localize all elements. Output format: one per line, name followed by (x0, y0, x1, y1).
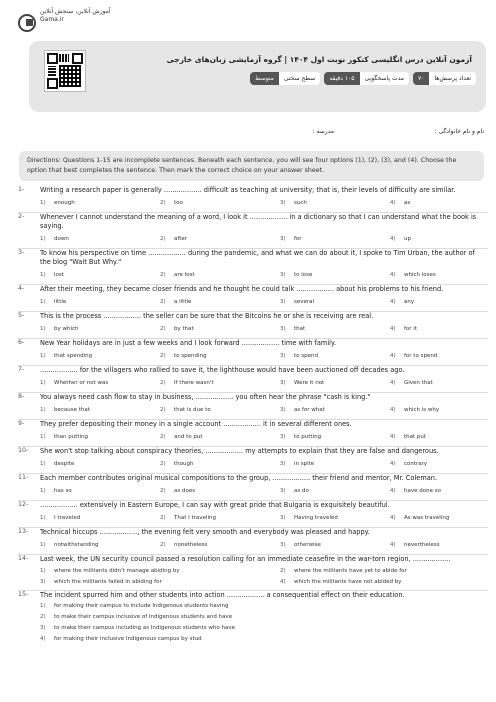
option-text: and to put (174, 434, 203, 440)
option-text: As was traveling (404, 515, 450, 521)
option-text: to spending (174, 353, 207, 359)
option-1[interactable]: 1) for making their campus to include Indigenous students having (40, 603, 229, 609)
question-number: 6- (18, 339, 25, 346)
option-4[interactable]: 4) for making their inclusive Indigenous campus by stud (40, 636, 202, 642)
option-3[interactable]: 3) otherwise (280, 542, 321, 548)
option-text: enough (54, 200, 75, 206)
option-text: Having traveled (294, 515, 338, 521)
option-3[interactable]: 3) which the militants failed in abiding for (40, 579, 162, 585)
question-number: 7- (18, 366, 25, 373)
question-11 (18, 474, 488, 501)
question-number: 15- (18, 591, 29, 598)
option-2[interactable]: 2) that is due to (160, 407, 211, 413)
pill-label: سطح سختی (279, 72, 320, 85)
brand-text (40, 8, 111, 24)
question-1 (18, 186, 488, 213)
option-4[interactable]: 4) for to spend (390, 353, 438, 359)
option-2[interactable]: 2) are lost (160, 272, 195, 278)
option-4[interactable]: 4) as (390, 200, 411, 206)
brand-slogan: آموزش آنلاین، سنجش آنلاین (40, 8, 111, 15)
option-3[interactable]: 3) to spend (280, 353, 318, 359)
question-2 (18, 213, 488, 249)
option-2[interactable]: 2) though (160, 461, 194, 467)
question-text: You always need cash flow to stay in business, .................. you often hear the phrase "cash is king." (40, 393, 371, 401)
question-text: This is the process .................. the seller can be sure that the Bitcoins he or she is receiving are real. (40, 312, 374, 320)
option-text: as do (294, 488, 309, 494)
question-number: 5- (18, 312, 25, 319)
question-10 (18, 447, 488, 474)
option-1[interactable]: 1) down (40, 236, 69, 242)
option-1[interactable]: 1) has so (40, 488, 72, 494)
option-text: by that (174, 326, 194, 332)
option-3[interactable]: 3) for (280, 236, 302, 242)
option-1[interactable]: 1) despite (40, 461, 75, 467)
question-text: They prefer depositing their money in a single account .................. it in several different ones. (40, 420, 352, 428)
option-1[interactable]: 1) lost (40, 272, 64, 278)
option-text: for to spend (404, 353, 438, 359)
question-number: 2- (18, 213, 25, 220)
option-text: for (294, 236, 302, 242)
option-text: any (404, 299, 415, 305)
pill-value: ۷۰ (413, 72, 429, 85)
option-text: If there wasn't (174, 380, 214, 386)
pill-question-count (413, 72, 476, 85)
question-text: Last week, the UN security council passed a resolution calling for an immediate ceasefire in the war-torn region, .................. (40, 555, 451, 563)
pill-difficulty (250, 72, 320, 85)
question-4 (18, 285, 488, 312)
option-text: to make their campus including as Indigenous students who have (54, 625, 235, 631)
option-text: though (174, 461, 194, 467)
option-text: lost (54, 272, 64, 278)
questions-list (18, 186, 488, 649)
question-15 (18, 591, 488, 649)
option-3[interactable]: 3) as for what (280, 407, 325, 413)
option-text: because that (54, 407, 90, 413)
pill-label: مدت پاسخگویی (360, 72, 409, 85)
option-3[interactable]: 3) to lose (280, 272, 313, 278)
question-number: 14- (18, 555, 29, 562)
exam-info-pills (250, 72, 476, 85)
option-4[interactable]: 4) which the militants have not abided by (280, 579, 402, 585)
brand-site: Gama.ir (40, 16, 64, 23)
question-text: New Year holidays are in just a few weeks and I look forward .................. time with family. (40, 339, 337, 347)
question-number: 11- (18, 474, 29, 481)
option-text: in spite (294, 461, 315, 467)
option-3[interactable]: 3) such (280, 200, 307, 206)
option-4[interactable]: 4) Given that (390, 380, 433, 386)
question-text: Whenever I cannot understand the meaning of a word, I look it .................. in a dictionary so that I can understand what the book is saying. (40, 213, 477, 230)
option-3[interactable]: 3) Were it not (280, 380, 325, 386)
pill-duration (324, 72, 409, 85)
option-text: Were it not (294, 380, 325, 386)
option-text: to lose (294, 272, 313, 278)
option-text: that put (404, 434, 427, 440)
option-text: nevertheless (404, 542, 440, 548)
option-4[interactable]: 4) for it (390, 326, 417, 332)
option-2[interactable]: 2) a little (160, 299, 192, 305)
option-3[interactable]: 3) as do (280, 488, 309, 494)
pill-label: تعداد پرسش‌ها (429, 72, 476, 85)
option-4[interactable]: 4) contrary (390, 461, 428, 467)
option-text: several (294, 299, 315, 305)
option-3[interactable]: 3) Having traveled (280, 515, 338, 521)
option-text: to putting (294, 434, 322, 440)
question-number: 4- (18, 285, 25, 292)
option-text: nonetheless (174, 542, 208, 548)
option-4[interactable]: 4) have done so (390, 488, 441, 494)
option-text: I traveled (54, 515, 81, 521)
option-text: for it (404, 326, 417, 332)
option-1[interactable]: 1) than putting (40, 434, 89, 440)
option-text: after (174, 236, 188, 242)
question-text: .................. extensively in Eastern Europe, I can say with great pride that Bulgaria is exquisitely beautiful. (40, 501, 390, 509)
option-4[interactable]: 4) which is why (390, 407, 440, 413)
option-text: such (294, 200, 307, 206)
option-2[interactable]: 2) nonetheless (160, 542, 208, 548)
question-number: 10- (18, 447, 29, 454)
option-text: for making their campus to include Indigenous students having (54, 603, 229, 609)
option-text: down (54, 236, 69, 242)
brand (18, 8, 111, 32)
directions-box: Directions: Questions 1-15 are incomplete sentences. Beneath each sentence, you will see four options (1), (2), (3), and (4). Choose the option that best completes the sentence. Then mark the correct choice on your answer sheet. (19, 151, 484, 181)
option-text: which the militants have not abided by (294, 579, 402, 585)
question-text: The incident spurred him and other students into action .................. a consequential effect on their education. (40, 591, 405, 599)
school-label: مدرسه : (312, 128, 334, 135)
question-number: 12- (18, 501, 29, 508)
question-text: She won't stop talking about conspiracy theories, .................. my attempts to explain that they are false and dangerous. (40, 447, 439, 455)
option-text: up (404, 236, 411, 242)
question-number: 13- (18, 528, 29, 535)
option-2[interactable]: 2) to spending (160, 353, 207, 359)
question-text: .................. for the villagers who rallied to save it, the lighthouse would have been auctioned off decades ago. (40, 366, 405, 374)
option-1[interactable]: 1) little (40, 299, 67, 305)
gama-logo-icon (18, 14, 36, 32)
option-2[interactable]: 2) as does (160, 488, 196, 494)
option-2[interactable]: 2) after (160, 236, 188, 242)
option-4[interactable]: 4) nevertheless (390, 542, 440, 548)
question-7 (18, 366, 488, 393)
option-4[interactable]: 4) As was traveling (390, 515, 450, 521)
option-2[interactable]: 2) and to put (160, 434, 203, 440)
option-text: to make their campus inclusive of Indigenous students and have (54, 614, 233, 620)
question-12 (18, 501, 488, 528)
option-text: have done so (404, 488, 441, 494)
option-text: by which (54, 326, 79, 332)
qr-code-icon (44, 50, 86, 92)
option-1[interactable]: 1) notwithstanding (40, 542, 99, 548)
option-text: contrary (404, 461, 428, 467)
option-text: too (174, 200, 183, 206)
question-text: Technical hiccups .................., the evening felt very smooth and everybody was pleased and happy. (40, 528, 370, 536)
question-text: Each member contributes original musical compositions to the group, .................. their friend and mentor, Mr. Coleman. (40, 474, 438, 482)
option-text: as does (174, 488, 196, 494)
option-text: for making their inclusive Indigenous campus by stud (54, 636, 202, 642)
option-2[interactable]: 2) by that (160, 326, 194, 332)
option-text: that is due to (174, 407, 211, 413)
option-1[interactable]: 1) I traveled (40, 515, 81, 521)
option-3[interactable]: 3) to putting (280, 434, 322, 440)
question-13 (18, 528, 488, 555)
option-text: than putting (54, 434, 89, 440)
option-text: that (294, 326, 306, 332)
option-1[interactable]: 1) Whether or not was (40, 380, 109, 386)
question-text: To know his perspective on time .................. during the pandemic, and what we can do about it, I spoke to Tim Urban, the author of the blog "Wait But Why." (40, 249, 475, 266)
option-text: little (54, 299, 67, 305)
option-3[interactable]: 3) to make their campus including as Indigenous students who have (40, 625, 235, 631)
option-text: which the militants failed in abiding for (54, 579, 162, 585)
question-6 (18, 339, 488, 366)
question-text: After their meeting, they became closer friends and he thought he could talk .................. about his problems to his friend. (40, 285, 444, 293)
option-2[interactable]: 2) to make their campus inclusive of Indigenous students and have (40, 614, 233, 620)
pill-value: متوسط (250, 72, 279, 85)
option-1[interactable]: 1) because that (40, 407, 90, 413)
pill-value: ۱۰۵ دقیقه (324, 72, 359, 85)
option-text: are lost (174, 272, 195, 278)
option-text: where the militants have yet to abide for (294, 568, 407, 574)
option-3[interactable]: 3) that (280, 326, 306, 332)
option-text: Given that (404, 380, 433, 386)
question-number: 1- (18, 186, 25, 193)
option-text: that spending (54, 353, 93, 359)
option-4[interactable]: 4) up (390, 236, 411, 242)
option-1[interactable]: 1) that spending (40, 353, 93, 359)
option-4[interactable]: 4) that put (390, 434, 427, 440)
option-text: despite (54, 461, 75, 467)
option-text: has so (54, 488, 72, 494)
option-text: which loses (404, 272, 436, 278)
option-2[interactable]: 2) That I traveling (160, 515, 216, 521)
question-number: 8- (18, 393, 25, 400)
option-text: where the militants didn't manage abiding by (54, 568, 180, 574)
question-text: Writing a research paper is generally .................. difficult as teaching at university; that is, their levels of difficulty are similar. (40, 186, 456, 194)
question-3 (18, 249, 488, 285)
exam-header (29, 41, 486, 112)
option-text: which is why (404, 407, 440, 413)
question-5 (18, 312, 488, 339)
question-number: 3- (18, 249, 25, 256)
option-2[interactable]: 2) too (160, 200, 183, 206)
option-2[interactable]: 2) If there wasn't (160, 380, 214, 386)
option-text: as (404, 200, 411, 206)
option-1[interactable]: 1) enough (40, 200, 75, 206)
option-1[interactable]: 1) where the militants didn't manage abiding by (40, 568, 180, 574)
question-8 (18, 393, 488, 420)
option-4[interactable]: 4) which loses (390, 272, 436, 278)
question-14 (18, 555, 488, 591)
question-9 (18, 420, 488, 447)
option-text: notwithstanding (54, 542, 99, 548)
option-4[interactable]: 4) any (390, 299, 415, 305)
option-text: otherwise (294, 542, 321, 548)
option-3[interactable]: 3) several (280, 299, 315, 305)
option-3[interactable]: 3) in spite (280, 461, 315, 467)
exam-title: آزمون آنلاین درس انگلیسی کنکور نوبت اول ۱۴۰۴ | گروه آزمایشی زبان‌های خارجی (166, 55, 472, 64)
option-text: Whether or not was (54, 380, 109, 386)
option-text: a little (174, 299, 192, 305)
option-1[interactable]: 1) by which (40, 326, 79, 332)
option-2[interactable]: 2) where the militants have yet to abide for (280, 568, 407, 574)
option-text: to spend (294, 353, 318, 359)
student-name-label: نام و نام خانوادگی : (434, 128, 484, 135)
option-text: That I traveling (174, 515, 216, 521)
option-text: as for what (294, 407, 325, 413)
question-number: 9- (18, 420, 25, 427)
